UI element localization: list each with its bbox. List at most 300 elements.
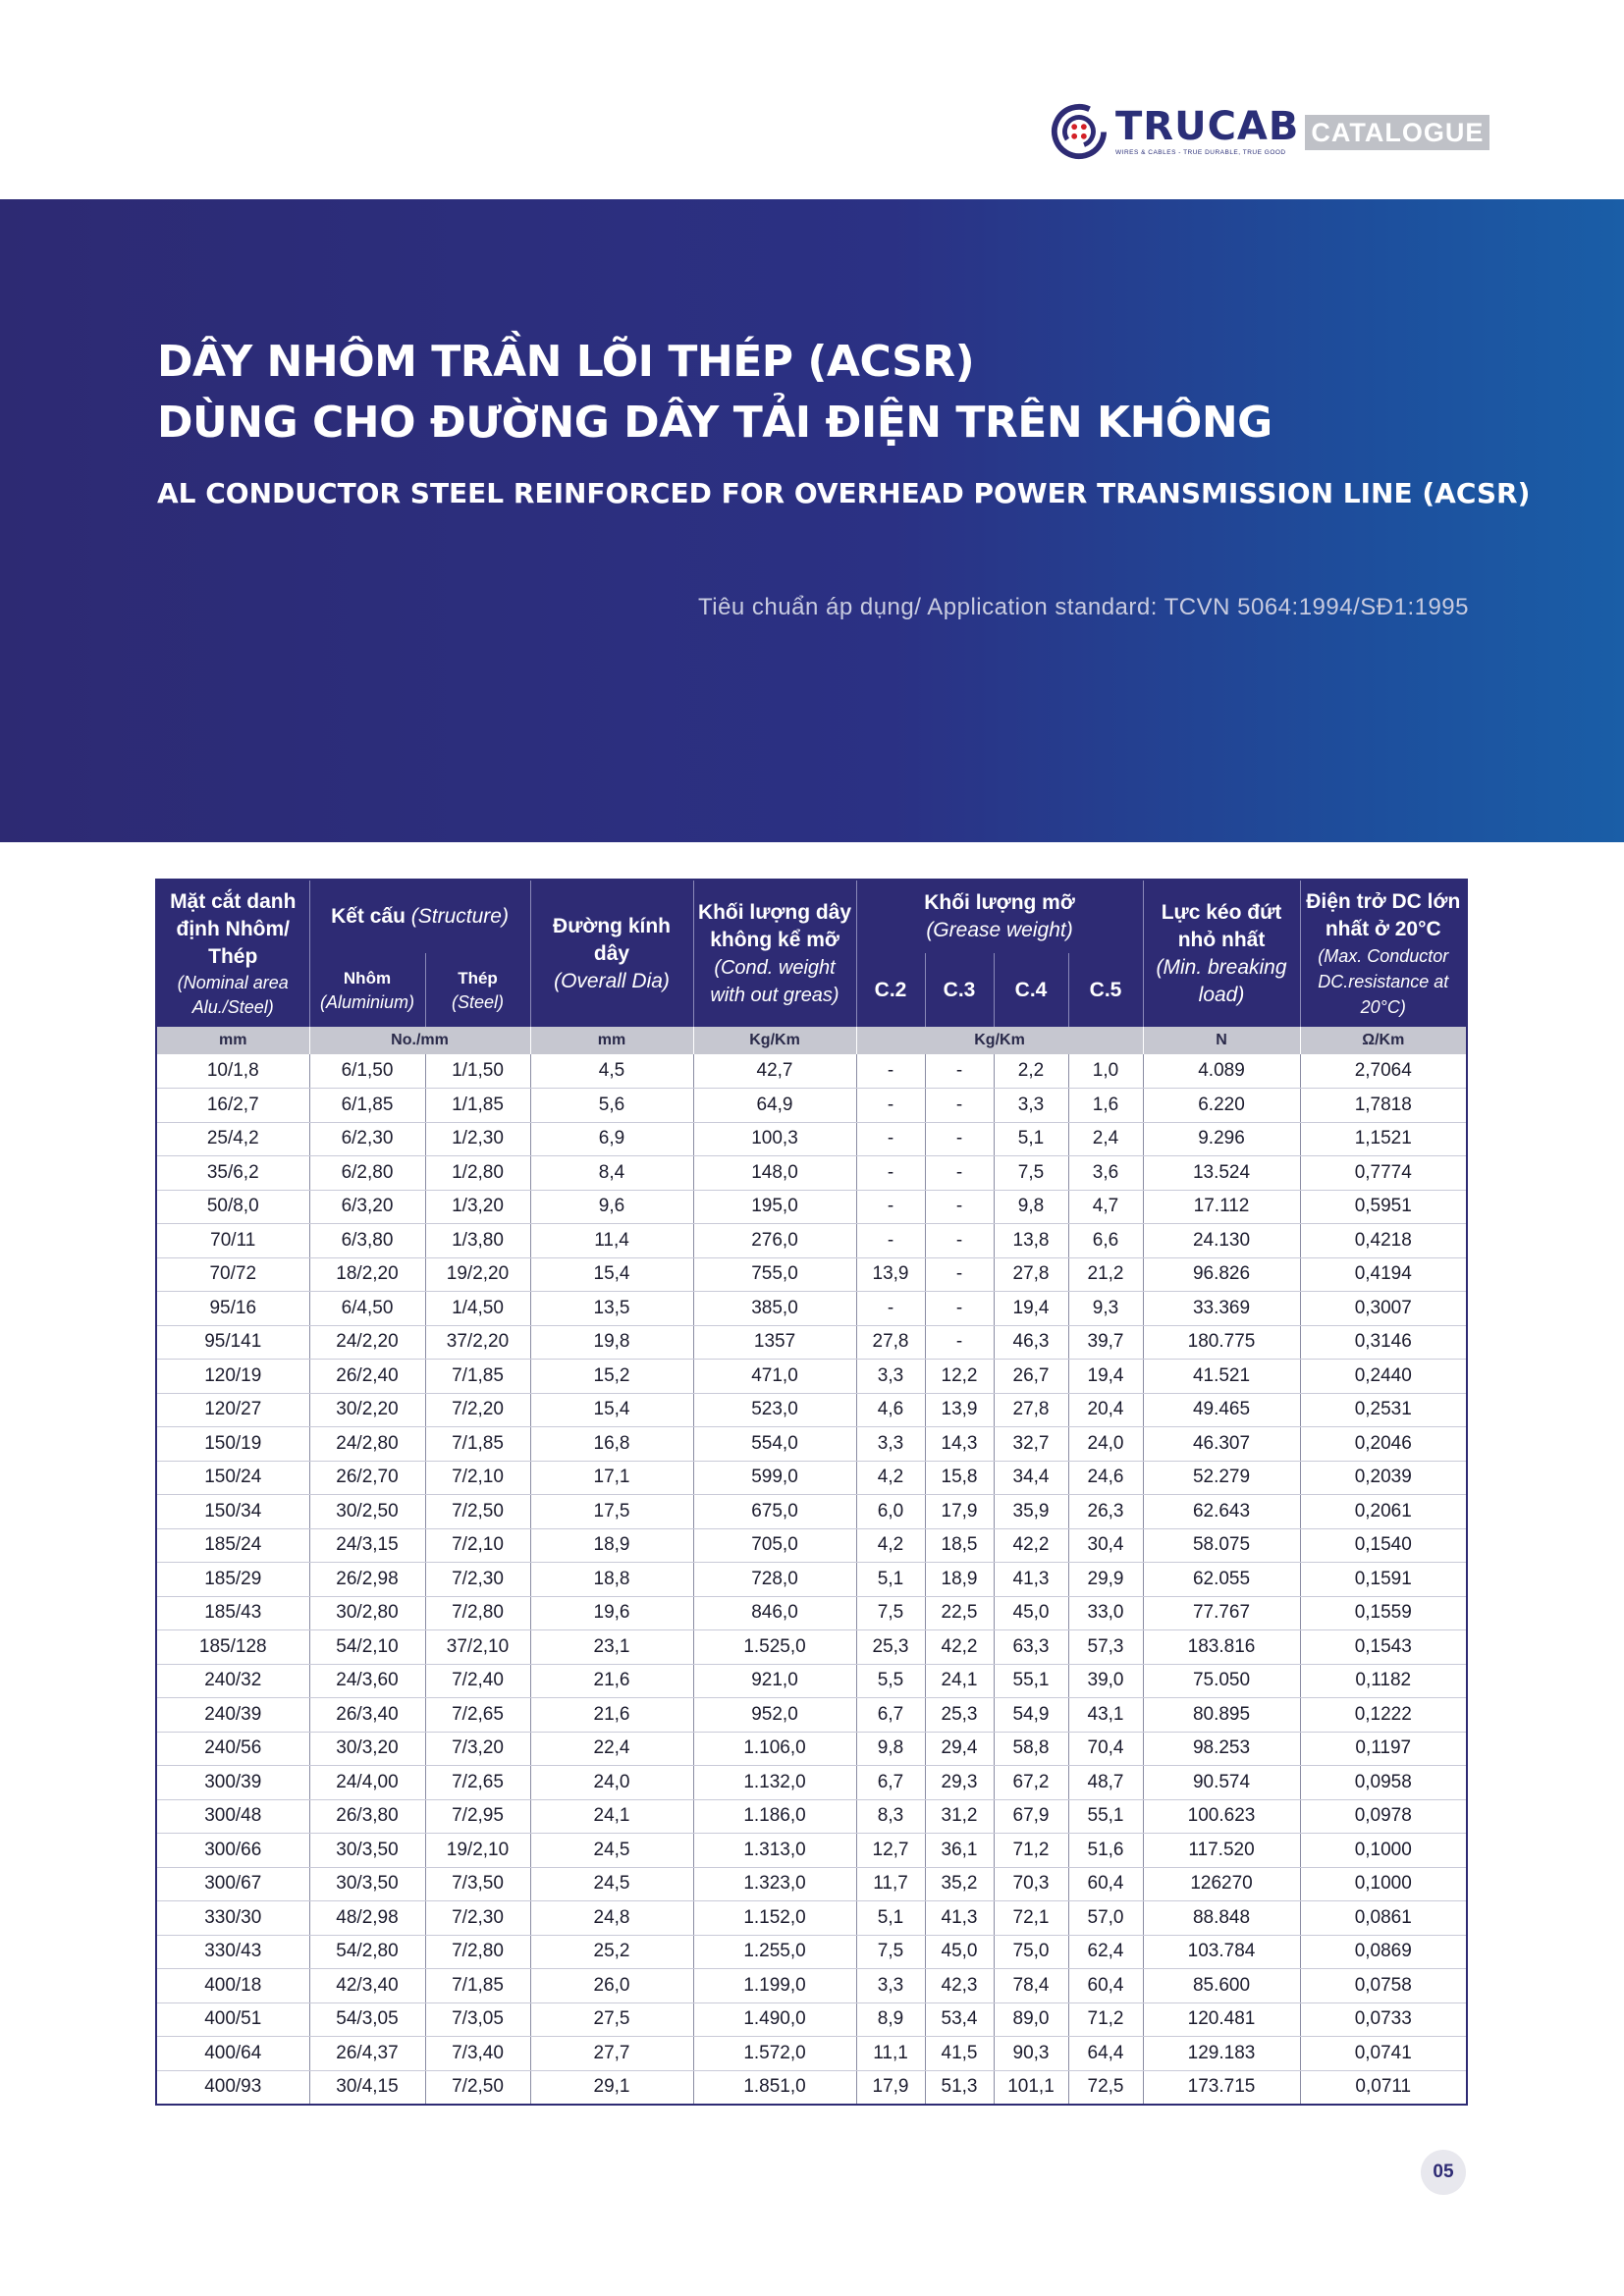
cell-resistance: 0,0741 xyxy=(1300,2037,1467,2071)
acsr-spec-table xyxy=(155,879,1468,2106)
cell-c3: 36,1 xyxy=(925,1834,994,1868)
cell-c3: 18,9 xyxy=(925,1563,994,1597)
cell-dia: 15,4 xyxy=(530,1393,693,1427)
cell-c4: 27,8 xyxy=(994,1257,1068,1292)
cell-c5: 39,7 xyxy=(1068,1325,1143,1360)
cell-breaking-load: 98.253 xyxy=(1143,1732,1300,1766)
cell-steel: 19/2,20 xyxy=(425,1257,530,1292)
header-steel-vi: Thép xyxy=(458,968,498,988)
unit-resist: Ω/Km xyxy=(1300,1027,1467,1054)
cell-c5: 51,6 xyxy=(1068,1834,1143,1868)
cell-dia: 15,2 xyxy=(530,1360,693,1394)
cell-area: 240/39 xyxy=(156,1698,309,1733)
cell-c5: 1,6 xyxy=(1068,1089,1143,1123)
header-c3: C.3 xyxy=(925,953,994,1027)
cell-aluminium: 26/3,80 xyxy=(309,1799,425,1834)
cell-c2: - xyxy=(856,1054,925,1089)
cell-weight: 1.199,0 xyxy=(693,1969,856,2003)
cell-weight: 1.851,0 xyxy=(693,2070,856,2105)
cell-c3: - xyxy=(925,1190,994,1224)
cell-dia: 9,6 xyxy=(530,1190,693,1224)
header-alu-en: (Aluminium) xyxy=(319,991,414,1012)
cell-steel: 7/3,40 xyxy=(425,2037,530,2071)
cell-resistance: 0,1591 xyxy=(1300,1563,1467,1597)
header-overall-dia xyxy=(530,880,693,1027)
table-row xyxy=(156,1799,1467,1834)
cell-area: 150/24 xyxy=(156,1461,309,1495)
cell-c4: 13,8 xyxy=(994,1224,1068,1258)
cell-breaking-load: 100.623 xyxy=(1143,1799,1300,1834)
cell-c2: 13,9 xyxy=(856,1257,925,1292)
title-line-1: DÂY NHÔM TRẦN LÕI THÉP (ACSR) xyxy=(157,337,975,387)
cell-c5: 62,4 xyxy=(1068,1935,1143,1969)
cell-area: 400/18 xyxy=(156,1969,309,2003)
table-row xyxy=(156,1935,1467,1969)
cell-c3: 13,9 xyxy=(925,1393,994,1427)
cell-dia: 27,7 xyxy=(530,2037,693,2071)
cell-aluminium: 24/4,00 xyxy=(309,1766,425,1800)
cell-aluminium: 6/4,50 xyxy=(309,1292,425,1326)
cell-dia: 6,9 xyxy=(530,1122,693,1156)
cell-c3: 41,3 xyxy=(925,1901,994,1936)
cell-weight: 675,0 xyxy=(693,1495,856,1529)
header-dia-vi: Đường kính dây xyxy=(553,914,671,965)
header-cond-weight xyxy=(693,880,856,1027)
cell-c3: 24,1 xyxy=(925,1664,994,1698)
unit-breaking: N xyxy=(1143,1027,1300,1054)
page-title-english: AL CONDUCTOR STEEL REINFORCED FOR OVERHEAD POWER TRANSMISSION LINE (ACSR) xyxy=(157,477,1531,509)
table-row xyxy=(156,2037,1467,2071)
table-row xyxy=(156,1664,1467,1698)
table-row xyxy=(156,1732,1467,1766)
cell-resistance: 0,3146 xyxy=(1300,1325,1467,1360)
cell-c4: 54,9 xyxy=(994,1698,1068,1733)
cell-c3: - xyxy=(925,1089,994,1123)
cell-c5: 70,4 xyxy=(1068,1732,1143,1766)
cell-c5: 20,4 xyxy=(1068,1393,1143,1427)
cell-weight: 523,0 xyxy=(693,1393,856,1427)
cell-breaking-load: 120.481 xyxy=(1143,2002,1300,2037)
cell-c2: 3,3 xyxy=(856,1969,925,2003)
cell-steel: 37/2,20 xyxy=(425,1325,530,1360)
cell-dia: 19,6 xyxy=(530,1596,693,1630)
cell-weight: 1.572,0 xyxy=(693,2037,856,2071)
cell-c5: 6,6 xyxy=(1068,1224,1143,1258)
cell-area: 16/2,7 xyxy=(156,1089,309,1123)
cell-resistance: 0,5951 xyxy=(1300,1190,1467,1224)
cell-dia: 16,8 xyxy=(530,1427,693,1462)
table-row xyxy=(156,1427,1467,1462)
cell-steel: 19/2,10 xyxy=(425,1834,530,1868)
cell-c2: 3,3 xyxy=(856,1427,925,1462)
table-row xyxy=(156,1257,1467,1292)
table-row xyxy=(156,1360,1467,1394)
title-banner xyxy=(0,199,1624,842)
cell-dia: 24,0 xyxy=(530,1766,693,1800)
table-row xyxy=(156,1156,1467,1191)
cell-c3: - xyxy=(925,1122,994,1156)
brand-name: TRUCAB xyxy=(1115,104,1300,149)
cell-breaking-load: 173.715 xyxy=(1143,2070,1300,2105)
cell-area: 35/6,2 xyxy=(156,1156,309,1191)
cell-c3: 51,3 xyxy=(925,2070,994,2105)
header-c5: C.5 xyxy=(1068,953,1143,1027)
cell-aluminium: 26/2,70 xyxy=(309,1461,425,1495)
cell-aluminium: 30/3,50 xyxy=(309,1834,425,1868)
cell-c4: 7,5 xyxy=(994,1156,1068,1191)
cell-c2: - xyxy=(856,1292,925,1326)
units-row xyxy=(156,1027,1467,1054)
table-row xyxy=(156,1292,1467,1326)
table-row xyxy=(156,1563,1467,1597)
cell-c5: 48,7 xyxy=(1068,1766,1143,1800)
cell-aluminium: 54/3,05 xyxy=(309,2002,425,2037)
trucab-logo-icon xyxy=(1051,103,1108,160)
cell-steel: 7/2,80 xyxy=(425,1935,530,1969)
cell-c3: - xyxy=(925,1054,994,1089)
cell-area: 330/30 xyxy=(156,1901,309,1936)
header-resist-vi: Điện trở DC lớn nhất ở 20°C xyxy=(1306,889,1461,940)
cell-resistance: 0,0861 xyxy=(1300,1901,1467,1936)
cell-breaking-load: 52.279 xyxy=(1143,1461,1300,1495)
table-row xyxy=(156,1190,1467,1224)
cell-c3: - xyxy=(925,1156,994,1191)
header-aluminium xyxy=(309,953,425,1027)
cell-c2: - xyxy=(856,1122,925,1156)
cell-dia: 4,5 xyxy=(530,1054,693,1089)
cell-weight: 705,0 xyxy=(693,1528,856,1563)
cell-area: 185/29 xyxy=(156,1563,309,1597)
cell-area: 150/34 xyxy=(156,1495,309,1529)
cell-breaking-load: 17.112 xyxy=(1143,1190,1300,1224)
cell-steel: 1/2,80 xyxy=(425,1156,530,1191)
cell-aluminium: 26/4,37 xyxy=(309,2037,425,2071)
cell-c2: - xyxy=(856,1190,925,1224)
cell-aluminium: 30/3,50 xyxy=(309,1867,425,1901)
cell-c3: 53,4 xyxy=(925,2002,994,2037)
cell-c4: 46,3 xyxy=(994,1325,1068,1360)
cell-weight: 471,0 xyxy=(693,1360,856,1394)
cell-aluminium: 6/2,80 xyxy=(309,1156,425,1191)
cell-steel: 7/2,50 xyxy=(425,1495,530,1529)
header-structure xyxy=(309,880,530,953)
header-weight-vi: Khối lượng dây không kể mỡ xyxy=(697,900,852,951)
cell-c4: 78,4 xyxy=(994,1969,1068,2003)
header-structure-vi: Kết cấu xyxy=(331,905,406,928)
cell-area: 185/24 xyxy=(156,1528,309,1563)
cell-c3: 29,4 xyxy=(925,1732,994,1766)
cell-c5: 57,3 xyxy=(1068,1630,1143,1665)
cell-breaking-load: 33.369 xyxy=(1143,1292,1300,1326)
cell-area: 300/39 xyxy=(156,1766,309,1800)
cell-dia: 18,8 xyxy=(530,1563,693,1597)
cell-steel: 1/2,30 xyxy=(425,1122,530,1156)
cell-aluminium: 30/3,20 xyxy=(309,1732,425,1766)
cell-breaking-load: 41.521 xyxy=(1143,1360,1300,1394)
cell-c2: 6,7 xyxy=(856,1698,925,1733)
cell-resistance: 0,1222 xyxy=(1300,1698,1467,1733)
cell-dia: 5,6 xyxy=(530,1089,693,1123)
cell-c5: 33,0 xyxy=(1068,1596,1143,1630)
units-row-body xyxy=(156,1027,1467,1054)
cell-dia: 24,5 xyxy=(530,1834,693,1868)
table-row xyxy=(156,1630,1467,1665)
cell-c4: 55,1 xyxy=(994,1664,1068,1698)
header-breaking-load xyxy=(1143,880,1300,1027)
cell-breaking-load: 62.643 xyxy=(1143,1495,1300,1529)
cell-c2: 5,1 xyxy=(856,1563,925,1597)
cell-steel: 7/2,30 xyxy=(425,1563,530,1597)
cell-steel: 7/3,20 xyxy=(425,1732,530,1766)
cell-area: 400/51 xyxy=(156,2002,309,2037)
cell-dia: 8,4 xyxy=(530,1156,693,1191)
cell-c5: 60,4 xyxy=(1068,1969,1143,2003)
cell-resistance: 0,0711 xyxy=(1300,2070,1467,2105)
cell-breaking-load: 9.296 xyxy=(1143,1122,1300,1156)
brand-tagline: WIRES & CABLES - TRUE DURABLE, TRUE GOOD xyxy=(1115,149,1286,156)
cell-c5: 29,9 xyxy=(1068,1563,1143,1597)
cell-breaking-load: 24.130 xyxy=(1143,1224,1300,1258)
cell-dia: 21,6 xyxy=(530,1664,693,1698)
cell-resistance: 0,4194 xyxy=(1300,1257,1467,1292)
header-dc-resistance xyxy=(1300,880,1467,1027)
cell-c4: 75,0 xyxy=(994,1935,1068,1969)
table-header xyxy=(156,880,1467,1027)
cell-weight: 100,3 xyxy=(693,1122,856,1156)
cell-c4: 72,1 xyxy=(994,1901,1068,1936)
cell-c3: 18,5 xyxy=(925,1528,994,1563)
cell-breaking-load: 77.767 xyxy=(1143,1596,1300,1630)
cell-dia: 15,4 xyxy=(530,1257,693,1292)
cell-c4: 45,0 xyxy=(994,1596,1068,1630)
cell-steel: 7/2,65 xyxy=(425,1698,530,1733)
cell-area: 185/43 xyxy=(156,1596,309,1630)
cell-c2: 9,8 xyxy=(856,1732,925,1766)
cell-c2: 4,6 xyxy=(856,1393,925,1427)
cell-dia: 17,1 xyxy=(530,1461,693,1495)
cell-area: 120/19 xyxy=(156,1360,309,1394)
table-row xyxy=(156,1393,1467,1427)
logo-text xyxy=(1115,104,1300,156)
cell-weight: 599,0 xyxy=(693,1461,856,1495)
cell-c5: 4,7 xyxy=(1068,1190,1143,1224)
cell-breaking-load: 88.848 xyxy=(1143,1901,1300,1936)
header-steel xyxy=(425,953,530,1027)
cell-breaking-load: 183.816 xyxy=(1143,1630,1300,1665)
cell-weight: 195,0 xyxy=(693,1190,856,1224)
cell-steel: 7/2,30 xyxy=(425,1901,530,1936)
cell-aluminium: 54/2,10 xyxy=(309,1630,425,1665)
cell-dia: 29,1 xyxy=(530,2070,693,2105)
table-row xyxy=(156,1528,1467,1563)
cell-breaking-load: 126270 xyxy=(1143,1867,1300,1901)
cell-dia: 27,5 xyxy=(530,2002,693,2037)
cell-c2: 3,3 xyxy=(856,1360,925,1394)
table-row xyxy=(156,1054,1467,1089)
cell-c3: - xyxy=(925,1325,994,1360)
cell-c4: 70,3 xyxy=(994,1867,1068,1901)
cell-c4: 71,2 xyxy=(994,1834,1068,1868)
cell-resistance: 0,2046 xyxy=(1300,1427,1467,1462)
header-resist-en: (Max. Conductor DC.resistance at 20°C) xyxy=(1318,945,1449,1017)
cell-aluminium: 30/4,15 xyxy=(309,2070,425,2105)
unit-structure: No./mm xyxy=(309,1027,530,1054)
cell-c3: 35,2 xyxy=(925,1867,994,1901)
cell-c2: 5,5 xyxy=(856,1664,925,1698)
cell-c5: 24,6 xyxy=(1068,1461,1143,1495)
cell-resistance: 0,2531 xyxy=(1300,1393,1467,1427)
cell-c4: 41,3 xyxy=(994,1563,1068,1597)
cell-weight: 1.132,0 xyxy=(693,1766,856,1800)
header-grease-weight xyxy=(856,880,1143,953)
cell-resistance: 0,1543 xyxy=(1300,1630,1467,1665)
cell-weight: 64,9 xyxy=(693,1089,856,1123)
cell-c3: 15,8 xyxy=(925,1461,994,1495)
cell-c4: 26,7 xyxy=(994,1360,1068,1394)
cell-breaking-load: 49.465 xyxy=(1143,1393,1300,1427)
page-title-vietnamese xyxy=(157,332,1272,454)
cell-aluminium: 42/3,40 xyxy=(309,1969,425,2003)
cell-aluminium: 6/3,20 xyxy=(309,1190,425,1224)
cell-c2: 11,7 xyxy=(856,1867,925,1901)
cell-c5: 60,4 xyxy=(1068,1867,1143,1901)
table-row xyxy=(156,1495,1467,1529)
cell-area: 150/19 xyxy=(156,1427,309,1462)
cell-c5: 19,4 xyxy=(1068,1360,1143,1394)
cell-c4: 32,7 xyxy=(994,1427,1068,1462)
cell-c2: 7,5 xyxy=(856,1935,925,1969)
table-row xyxy=(156,1224,1467,1258)
cell-weight: 276,0 xyxy=(693,1224,856,1258)
cell-aluminium: 30/2,80 xyxy=(309,1596,425,1630)
cell-steel: 7/2,20 xyxy=(425,1393,530,1427)
header-area-en: (Nominal area Alu./Steel) xyxy=(177,972,289,1017)
cell-c3: - xyxy=(925,1292,994,1326)
cell-area: 330/43 xyxy=(156,1935,309,1969)
cell-area: 300/66 xyxy=(156,1834,309,1868)
cell-c3: 14,3 xyxy=(925,1427,994,1462)
cell-c2: 4,2 xyxy=(856,1528,925,1563)
cell-c3: 25,3 xyxy=(925,1698,994,1733)
header-weight-en: (Cond. weight with out greas) xyxy=(710,956,839,1006)
cell-c3: 22,5 xyxy=(925,1596,994,1630)
brand-logo xyxy=(1051,102,1489,161)
cell-steel: 7/1,85 xyxy=(425,1360,530,1394)
header-c4: C.4 xyxy=(994,953,1068,1027)
cell-dia: 24,1 xyxy=(530,1799,693,1834)
cell-dia: 11,4 xyxy=(530,1224,693,1258)
cell-aluminium: 48/2,98 xyxy=(309,1901,425,1936)
cell-weight: 148,0 xyxy=(693,1156,856,1191)
cell-c2: 7,5 xyxy=(856,1596,925,1630)
cell-c2: 12,7 xyxy=(856,1834,925,1868)
unit-dia: mm xyxy=(530,1027,693,1054)
cell-dia: 17,5 xyxy=(530,1495,693,1529)
cell-weight: 1.313,0 xyxy=(693,1834,856,1868)
cell-c3: 31,2 xyxy=(925,1799,994,1834)
cell-c4: 89,0 xyxy=(994,2002,1068,2037)
cell-breaking-load: 180.775 xyxy=(1143,1325,1300,1360)
cell-c2: 8,3 xyxy=(856,1799,925,1834)
cell-aluminium: 18/2,20 xyxy=(309,1257,425,1292)
cell-c5: 55,1 xyxy=(1068,1799,1143,1834)
cell-dia: 26,0 xyxy=(530,1969,693,2003)
cell-c4: 101,1 xyxy=(994,2070,1068,2105)
cell-c4: 42,2 xyxy=(994,1528,1068,1563)
cell-steel: 7/2,50 xyxy=(425,2070,530,2105)
cell-weight: 1.490,0 xyxy=(693,2002,856,2037)
header-breaking-vi: Lực kéo đứt nhỏ nhất xyxy=(1161,900,1282,951)
cell-area: 120/27 xyxy=(156,1393,309,1427)
cell-resistance: 0,1559 xyxy=(1300,1596,1467,1630)
cell-c2: 6,0 xyxy=(856,1495,925,1529)
cell-c2: 27,8 xyxy=(856,1325,925,1360)
cell-aluminium: 26/3,40 xyxy=(309,1698,425,1733)
cell-aluminium: 30/2,20 xyxy=(309,1393,425,1427)
unit-area: mm xyxy=(156,1027,309,1054)
cell-dia: 21,6 xyxy=(530,1698,693,1733)
cell-weight: 846,0 xyxy=(693,1596,856,1630)
cell-resistance: 0,1540 xyxy=(1300,1528,1467,1563)
cell-dia: 23,1 xyxy=(530,1630,693,1665)
cell-dia: 24,8 xyxy=(530,1901,693,1936)
cell-breaking-load: 117.520 xyxy=(1143,1834,1300,1868)
cell-breaking-load: 13.524 xyxy=(1143,1156,1300,1191)
cell-resistance: 0,4218 xyxy=(1300,1224,1467,1258)
cell-c3: - xyxy=(925,1257,994,1292)
unit-weight: Kg/Km xyxy=(693,1027,856,1054)
cell-weight: 385,0 xyxy=(693,1292,856,1326)
cell-c5: 24,0 xyxy=(1068,1427,1143,1462)
cell-steel: 1/3,80 xyxy=(425,1224,530,1258)
cell-c4: 58,8 xyxy=(994,1732,1068,1766)
cell-resistance: 0,1182 xyxy=(1300,1664,1467,1698)
cell-c3: 45,0 xyxy=(925,1935,994,1969)
cell-weight: 42,7 xyxy=(693,1054,856,1089)
header-breaking-en: (Min. breaking load) xyxy=(1156,955,1287,1006)
cell-resistance: 0,0733 xyxy=(1300,2002,1467,2037)
table-row xyxy=(156,1122,1467,1156)
cell-breaking-load: 4.089 xyxy=(1143,1054,1300,1089)
cell-c2: 25,3 xyxy=(856,1630,925,1665)
header-c2: C.2 xyxy=(856,953,925,1027)
cell-steel: 7/3,05 xyxy=(425,2002,530,2037)
cell-resistance: 0,1197 xyxy=(1300,1732,1467,1766)
cell-steel: 7/2,80 xyxy=(425,1596,530,1630)
cell-c4: 19,4 xyxy=(994,1292,1068,1326)
cell-c4: 67,9 xyxy=(994,1799,1068,1834)
cell-breaking-load: 90.574 xyxy=(1143,1766,1300,1800)
cell-aluminium: 26/2,40 xyxy=(309,1360,425,1394)
cell-c2: 6,7 xyxy=(856,1766,925,1800)
cell-weight: 1.255,0 xyxy=(693,1935,856,1969)
cell-c5: 21,2 xyxy=(1068,1257,1143,1292)
cell-c4: 2,2 xyxy=(994,1054,1068,1089)
table-body xyxy=(156,1054,1467,2105)
cell-aluminium: 26/2,98 xyxy=(309,1563,425,1597)
cell-area: 400/64 xyxy=(156,2037,309,2071)
cell-dia: 24,5 xyxy=(530,1867,693,1901)
cell-dia: 25,2 xyxy=(530,1935,693,1969)
table-row xyxy=(156,1969,1467,2003)
cell-c5: 39,0 xyxy=(1068,1664,1143,1698)
cell-dia: 13,5 xyxy=(530,1292,693,1326)
cell-c4: 3,3 xyxy=(994,1089,1068,1123)
cell-area: 400/93 xyxy=(156,2070,309,2105)
cell-weight: 728,0 xyxy=(693,1563,856,1597)
cell-resistance: 0,1000 xyxy=(1300,1867,1467,1901)
table-row xyxy=(156,1596,1467,1630)
